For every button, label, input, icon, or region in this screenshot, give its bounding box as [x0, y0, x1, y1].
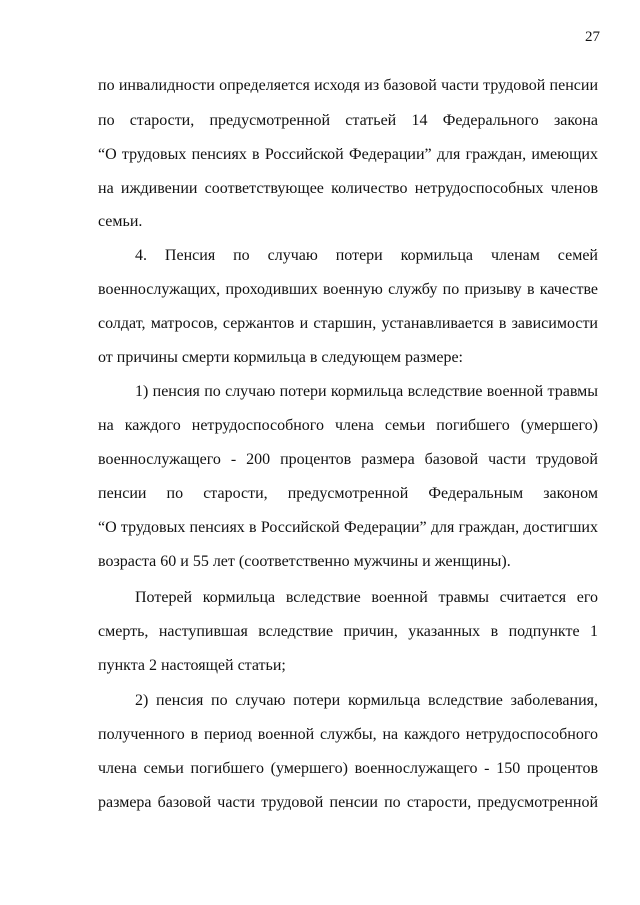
- text-line: “О трудовых пенсиях в Российской Федерации” для граждан, достигших: [98, 519, 598, 536]
- text-line: пункта 2 настоящей статьи;: [98, 657, 286, 674]
- text-line: 4. Пенсия по случаю потери кормильца членам семей: [135, 247, 598, 264]
- text-line: полученного в период военной службы, на каждого нетрудоспособного: [98, 726, 598, 743]
- text-line: семьи.: [98, 213, 143, 230]
- text-line: по старости, предусмотренной статьей 14 Федерального закона: [98, 112, 598, 129]
- text-line: на иждивении соответствующее количество нетрудоспособных членов: [98, 180, 598, 197]
- text-line: по инвалидности определяется исходя из базовой части трудовой пенсии: [98, 77, 598, 94]
- text-line: солдат, матросов, сержантов и старшин, устанавливается в зависимости: [98, 315, 598, 332]
- text-line: размера базовой части трудовой пенсии по старости, предусмотренной: [98, 794, 598, 811]
- page-number: 27: [585, 29, 600, 45]
- text-line: от причины смерти кормильца в следующем размере:: [98, 349, 463, 366]
- text-line: пенсии по старости, предусмотренной Федеральным законом: [98, 485, 598, 502]
- text-line: на каждого нетрудоспособного члена семьи погибшего (умершего): [98, 417, 598, 434]
- text-line: “О трудовых пенсиях в Российской Федерации” для граждан, имеющих: [98, 146, 598, 163]
- text-line: Потерей кормильца вследствие военной травмы считается его: [135, 589, 598, 606]
- text-line: возраста 60 и 55 лет (соответственно мужчины и женщины).: [98, 553, 511, 570]
- text-line: военнослужащего - 200 процентов размера базовой части трудовой: [98, 451, 598, 468]
- text-line: члена семьи погибшего (умершего) военнослужащего - 150 процентов: [98, 760, 598, 777]
- text-line: смерть, наступившая вследствие причин, указанных в подпункте 1: [98, 623, 598, 640]
- text-line: военнослужащих, проходивших военную службу по призыву в качестве: [98, 281, 598, 298]
- text-line: 2) пенсия по случаю потери кормильца вследствие заболевания,: [135, 692, 598, 709]
- text-line: 1) пенсия по случаю потери кормильца вследствие военной травмы: [135, 383, 598, 400]
